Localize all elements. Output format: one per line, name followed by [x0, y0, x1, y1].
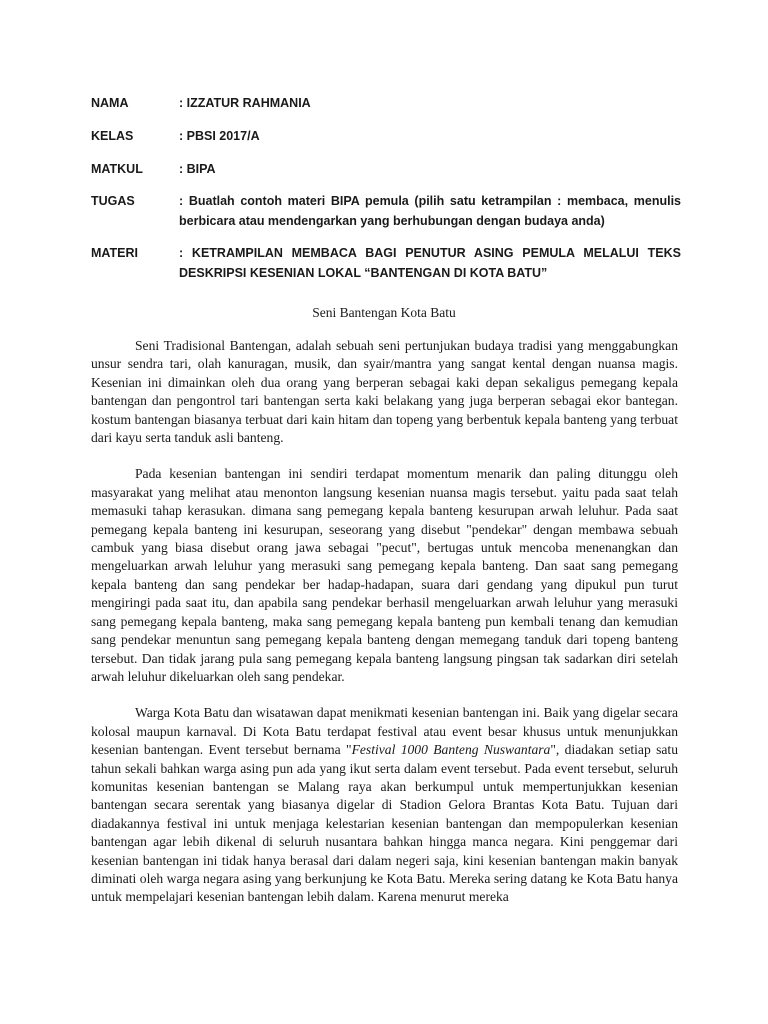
info-label: MATERI — [91, 246, 138, 260]
info-label: MATKUL — [91, 162, 143, 176]
paragraph-text: Warga Kota Batu dan wisatawan dapat menikmati kesenian bantengan ini. Baik yang digelar secara kolosal maupun karnaval. Di Kota Batu terdapat festival atau event besar khusus untuk menunjukkan kesenian bantengan. Event tersebut bernama " — [91, 705, 678, 758]
info-label: NAMA — [91, 96, 129, 110]
info-value: : IZZATUR RAHMANIA — [179, 96, 311, 110]
paragraph: Seni Tradisional Bantengan, adalah sebuah seni pertunjukan budaya tradisi yang menggabungkan unsur sendra tari, olah kanuragan, musik, dan syair/mantra yang sangat kental dengan nuansa magis. Kesenian ini dimainkan oleh dua orang yang berperan sebagai kaki depan sekaligus pemegang kepala bantengan dan pengontrol tari bantengan serta kaki belakang yang juga berperan sebagai ekor bantegan. kostum bantengan biasanya terbuat dari kain hitam dan topeng yang berbentuk kepala banteng yang terbuat dari kayu serta tanduk asli banteng. — [91, 338, 678, 446]
info-value: : BIPA — [179, 162, 216, 176]
document-title: Seni Bantengan Kota Batu — [312, 305, 456, 320]
paragraph — [91, 704, 678, 906]
document-body — [91, 337, 678, 925]
info-row-matkul — [91, 159, 216, 179]
paragraph-text: ", diadakan setiap satu tahun sekali bahkan warga asing pun ada yang ikut serta dalam event tersebut. Pada event tersebut, seluruh komunitas kesenian bantengan se Malang raya akan berkumpul untuk mempertunjukkan kesenian bantengan secara serentak yang biasanya digelar di Stadion Gelora Brantas Kota Batu. Tujuan dari diadakannya festival ini untuk menjaga kelestarian kesenian bantengan dan mempopulerkan kesenian bantengan agar lebih dikenal di seluruh nusantara bahkan hingga manca negara. Kini penggemar dari kesenian bantengan ini tidak hanya berasal dari dalam negeri saja, kini kesenian bantengan makin banyak diminati oleh warga negara asing yang berkunjung ke Kota Batu. Mereka sering datang ke Kota Batu hanya untuk mempelajari kesenian bantengan lebih dalam. Karena menurut mereka — [91, 742, 678, 905]
info-label: TUGAS — [91, 194, 135, 208]
info-value: : Buatlah contoh materi BIPA pemula (pilih satu ketrampilan : membaca, menulis berbicara atau mendengarkan yang berhubungan dengan budaya anda) — [179, 194, 681, 228]
info-row-nama — [91, 93, 311, 113]
info-label: KELAS — [91, 129, 134, 143]
festival-name: Festival 1000 Banteng Nuswantara — [351, 742, 551, 758]
paragraph: Pada kesenian bantengan ini sendiri terdapat momentum menarik dan paling ditunggu oleh masyarakat yang melihat atau menonton langsung kesenian nuansa magis tersebut. yaitu pada saat telah memasuki tahap kerasukan. dimana sang pemegang kepala banteng kesurupan arwah leluhur. Pada saat pemegang kepala banteng ini kesurupan, seseorang yang disebut "pendekar" dengan membawa sebuah cambuk yang biasa disebut orang jawa sebagai "pecut", bertugas untuk mencoba menenangkan dan mengeluarkan arwah leluhur yang merasuki sang pemegang kepala banteng. Dan saat sang pemegang kepala banteng dan sang pendekar ber hadap-hadapan, suara dari gendang yang dipukul pun turut mengiringi pada saat itu, dan apabila sang pendekar berhasil mengeluarkan arwah leluhur yang merasuki sang pemegang kepala banteng, maka sang pemegang kepala banteng pun kembali tenang dan kemudian sang pendekar menuntun sang pemegang kepala banteng dengan memegang tanduk dari topeng banteng tersebut. Dan tidak jarang pula sang pemegang kepala banteng langsung pingsan tak sadarkan diri setelah arwah leluhur dikeluarkan oleh sang pendekar. — [91, 466, 678, 684]
info-row-tugas — [91, 191, 681, 231]
info-row-materi — [91, 243, 681, 283]
info-row-kelas — [91, 126, 260, 146]
info-value: : PBSI 2017/A — [179, 129, 260, 143]
info-value: : KETRAMPILAN MEMBACA BAGI PENUTUR ASING PEMULA MELALUI TEKS DESKRIPSI KESENIAN LOKAL “BANTENGAN DI KOTA BATU” — [179, 246, 681, 280]
